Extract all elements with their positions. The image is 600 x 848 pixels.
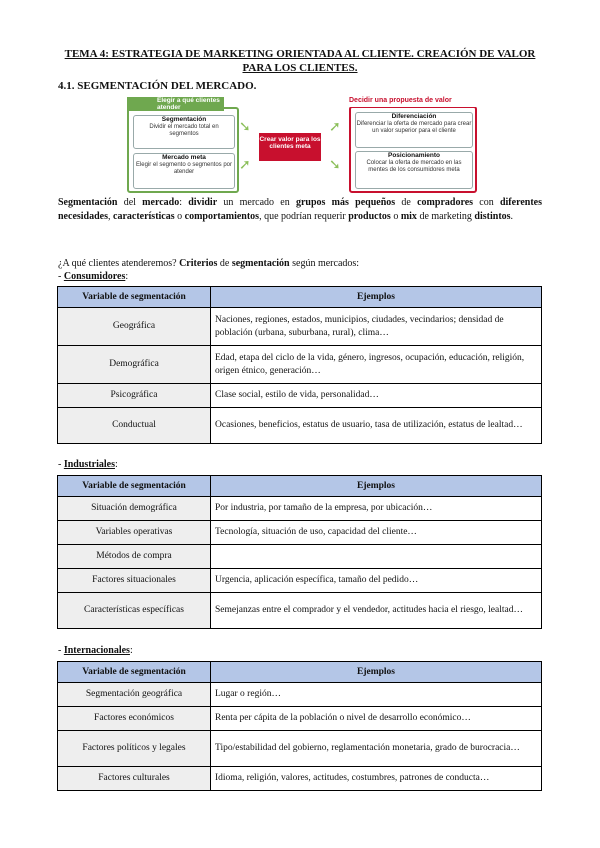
ejemplos-cell: Tecnología, situación de uso, capacidad del cliente… [211, 521, 542, 545]
variable-cell: Psicográfica [58, 384, 211, 408]
label-text: Industriales [63, 459, 115, 470]
industriales-table [57, 475, 542, 629]
def-text: de [395, 197, 418, 208]
arrow-right-icon: ➘ [239, 118, 251, 134]
q-text: de [217, 258, 232, 269]
col-header-variable: Variable de segmentación [58, 287, 211, 308]
label-dash: - [58, 459, 64, 470]
def-term: mercado [142, 197, 180, 208]
def-text: del [117, 197, 143, 208]
table-header-row [58, 476, 542, 497]
def-term: distintos [474, 211, 511, 222]
table-row [58, 521, 542, 545]
variable-cell: Segmentación geográfica [58, 683, 211, 707]
def-term: diferentes necesidades [58, 197, 542, 222]
label-colon: : [114, 459, 118, 470]
table-row [58, 308, 542, 346]
arrow-up-right-icon: ➚ [239, 156, 251, 172]
def-text: con [473, 197, 500, 208]
definition-paragraph [58, 196, 542, 224]
ejemplos-cell [211, 545, 542, 569]
arrow-up-right-icon-2: ➚ [329, 118, 341, 134]
col-header-variable: Variable de segmentación [58, 476, 211, 497]
variable-cell: Factores políticos y legales [58, 731, 211, 767]
table-header-row [58, 662, 542, 683]
consumidores-table [57, 286, 542, 444]
diagram-left-header: Elegir a qué clientes atender [127, 97, 224, 111]
ejemplos-cell: Por industria, por tamaño de la empresa, por ubicación… [211, 497, 542, 521]
ejemplos-cell: Naciones, regiones, estados, municipios, ciudades, vecindarios; densidad de población (urbana, suburbana, rural), clima… [211, 308, 542, 346]
def-text: un mercado en [217, 197, 296, 208]
ejemplos-cell: Clase social, estilo de vida, personalidad… [211, 384, 542, 408]
internacionales-label [58, 645, 133, 656]
ejemplos-cell: Lugar o región… [211, 683, 542, 707]
def-term: comportamientos [184, 211, 260, 222]
mercado-meta-box [133, 153, 235, 189]
table-row [58, 731, 542, 767]
table-row [58, 767, 542, 791]
label-colon: : [129, 645, 133, 656]
label-dash: - [58, 645, 64, 656]
label-dash: - [58, 271, 64, 282]
variable-cell: Variables operativas [58, 521, 211, 545]
table-header-row [58, 287, 542, 308]
ejemplos-cell: Tipo/estabilidad del gobierno, reglamentación monetaria, grado de burocracia… [211, 731, 542, 767]
variable-cell: Demográfica [58, 346, 211, 384]
def-term: dividir [188, 197, 218, 208]
label-text: Consumidores [63, 271, 126, 282]
page-title: TEMA 4: ESTRATEGIA DE MARKETING ORIENTADA AL CLIENTE. CREACIÓN DE VALOR PARA LOS CLIENTES. [64, 48, 536, 74]
variable-cell: Geográfica [58, 308, 211, 346]
variable-cell: Situación demográfica [58, 497, 211, 521]
table-row [58, 683, 542, 707]
mercado-meta-title: Mercado meta [162, 154, 206, 161]
q-text: ¿A qué clientes atenderemos? [58, 258, 180, 269]
col-header-ejemplos: Ejemplos [211, 662, 542, 683]
ejemplos-cell: Edad, etapa del ciclo de la vida, género, ingresos, ocupación, educación, religión, origen étnico, generación… [211, 346, 542, 384]
segmentacion-box [133, 115, 235, 149]
table-row [58, 707, 542, 731]
arrow-down-right-icon: ➘ [329, 156, 341, 172]
def-term: Segmentación [58, 197, 118, 208]
diagram-right-header: Decidir una propuesta de valor [349, 97, 477, 107]
posicionamiento-box [355, 151, 473, 189]
variable-cell: Conductual [58, 408, 211, 444]
label-colon: : [125, 271, 129, 282]
table-row [58, 408, 542, 444]
def-text: , [108, 211, 113, 222]
def-term: compradores [417, 197, 474, 208]
table-row [58, 384, 542, 408]
mercado-meta-text: Elegir el segmento o segmentos por atender [135, 162, 233, 175]
col-header-variable: Variable de segmentación [58, 662, 211, 683]
segmentation-diagram [127, 97, 477, 193]
def-text: . [510, 211, 514, 222]
label-text: Internacionales [63, 645, 130, 656]
variable-cell: Factores culturales [58, 767, 211, 791]
variable-cell: Factores económicos [58, 707, 211, 731]
variable-cell: Métodos de compra [58, 545, 211, 569]
table-row [58, 545, 542, 569]
variable-cell: Características específicas [58, 593, 211, 629]
table-row [58, 569, 542, 593]
def-text: , que podrían requerir [259, 211, 349, 222]
section-heading: 4.1. SEGMENTACIÓN DEL MERCADO. [58, 80, 257, 92]
variable-cell: Factores situacionales [58, 569, 211, 593]
ejemplos-cell: Idioma, religión, valores, actitudes, costumbres, patrones de conducta… [211, 767, 542, 791]
table-row [58, 346, 542, 384]
col-header-ejemplos: Ejemplos [211, 287, 542, 308]
def-term: grupos más pequeños [295, 197, 396, 208]
diferenciacion-title: Diferenciación [391, 113, 437, 120]
segmentacion-title: Segmentación [161, 116, 207, 123]
def-text: o [174, 211, 185, 222]
def-text: : [179, 197, 189, 208]
center-value-box: Crear valor para los clientes meta [259, 133, 321, 161]
col-header-ejemplos: Ejemplos [211, 476, 542, 497]
def-term: productos [348, 211, 391, 222]
ejemplos-cell: Ocasiones, beneficios, estatus de usuario, tasa de utilización, estatus de lealtad… [211, 408, 542, 444]
ejemplos-cell: Renta per cápita de la población o nivel de desarrollo económico… [211, 707, 542, 731]
diferenciacion-box [355, 112, 473, 148]
posicionamiento-text: Colocar la oferta de mercado en las mentes de los consumidores meta [366, 160, 462, 173]
table-row [58, 593, 542, 629]
table-row [58, 497, 542, 521]
ejemplos-cell: Semejanzas entre el comprador y el vendedor, actitudes hacia el riesgo, lealtad… [211, 593, 542, 629]
def-term: mix [400, 211, 417, 222]
segmentacion-text: Dividir el mercado total en segmentos [149, 124, 219, 137]
def-text: o [390, 211, 401, 222]
ejemplos-cell: Urgencia, aplicación específica, tamaño del pedido… [211, 569, 542, 593]
q-text: según mercados: [289, 258, 360, 269]
internacionales-table [57, 661, 542, 791]
criteria-question [58, 258, 542, 269]
q-term: Criterios [179, 258, 218, 269]
posicionamiento-title: Posicionamiento [387, 152, 440, 159]
q-term: segmentación [231, 258, 290, 269]
def-text: de marketing [416, 211, 475, 222]
consumidores-label [58, 271, 128, 282]
industriales-label [58, 459, 118, 470]
diferenciacion-text: Diferenciar la oferta de mercado para crear un valor superior para el cliente [356, 121, 472, 134]
def-term: características [113, 211, 175, 222]
